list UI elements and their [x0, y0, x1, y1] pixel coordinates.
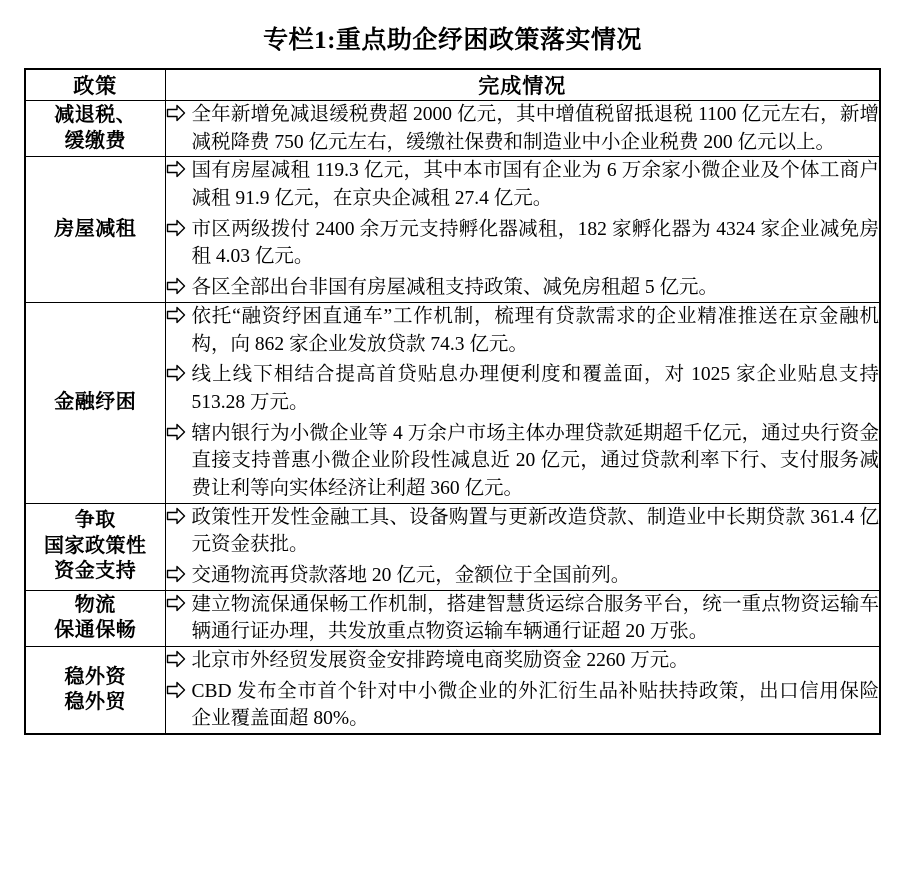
policy-name-line: 国家政策性: [44, 534, 147, 557]
list-item: [166, 562, 880, 590]
list-item: [166, 361, 880, 416]
status-cell: [165, 503, 880, 590]
policy-name-line: 资金支持: [54, 560, 137, 583]
policy-name-cell: [25, 302, 165, 503]
table-row: [25, 503, 880, 590]
policy-name-line: 稳外贸: [64, 691, 126, 714]
list-item-text: 全年新增免减退缓税费超 2000 亿元，其中增值税留抵退税 1100 亿元左右，新增减税降费 750 亿元左右，缓缴社保费和制造业中小企业税费 200 亿元以上。: [191, 104, 879, 153]
list-item: [166, 420, 880, 503]
list-item: [166, 678, 880, 733]
policy-name-line: 保通保畅: [54, 619, 137, 642]
arrow-right-icon: [166, 104, 186, 124]
status-item-list: [166, 591, 880, 646]
status-cell: [165, 647, 880, 735]
status-item-list: [166, 504, 880, 590]
list-item: [166, 591, 880, 646]
arrow-right-icon: [166, 306, 186, 326]
table-row: [25, 590, 880, 646]
arrow-right-icon: [166, 565, 186, 585]
column-header-status: 完成情况: [165, 69, 880, 101]
list-item-text: 依托“融资纾困直通车”工作机制，梳理有贷款需求的企业精准推送在京金融机构，向 862 家企业发放贷款 74.3 亿元。: [191, 305, 879, 355]
list-item-text: 各区全部出台非国有房屋减租支持政策、减免房租超 5 亿元。: [191, 277, 719, 299]
list-item-text: 建立物流保通保畅工作机制，搭建智慧货运综合服务平台，统一重点物资运输车辆通行证办理，共发放重点物资运输车辆通行证超 20 万张。: [191, 593, 879, 643]
policy-name-line: 房屋减租: [54, 217, 137, 240]
policy-name-line: 减退税、: [54, 104, 137, 127]
arrow-right-icon: [166, 277, 186, 297]
arrow-right-icon: [166, 507, 186, 527]
policy-name-cell: [25, 503, 165, 590]
list-item: [166, 647, 880, 675]
policy-table: [24, 68, 881, 735]
policy-name-line: 物流: [74, 593, 116, 616]
policy-name-cell: [25, 101, 165, 157]
policy-name-line: 争取: [74, 509, 116, 532]
status-item-list: [166, 101, 880, 156]
status-cell: [165, 101, 880, 157]
list-item: [166, 157, 880, 212]
arrow-right-icon: [166, 160, 186, 180]
policy-name-cell: [25, 157, 165, 302]
status-cell: [165, 590, 880, 646]
column-header-policy: 政策: [25, 69, 165, 101]
policy-name-line: 稳外资: [64, 665, 126, 688]
list-item: [166, 504, 880, 559]
policy-name-line: 缓缴费: [64, 129, 126, 152]
list-item: [166, 101, 880, 156]
policy-name-cell: [25, 590, 165, 646]
table-body: [25, 101, 880, 735]
list-item: [166, 303, 880, 358]
list-item: [166, 274, 880, 302]
list-item-text: 政策性开发性金融工具、设备购置与更新改造贷款、制造业中长期贷款 361.4 亿元资金获批。: [191, 506, 879, 556]
policy-name-cell: [25, 647, 165, 735]
list-item-text: 市区两级拨付 2400 余万元支持孵化器减租，182 家孵化器为 4324 家企业减免房租 4.03 亿元。: [191, 218, 879, 268]
table-row: [25, 302, 880, 503]
table-row: [25, 157, 880, 302]
arrow-right-icon: [166, 219, 186, 239]
list-item-text: 国有房屋减租 119.3 亿元，其中本市国有企业为 6 万余家小微企业及个体工商户减租 91.9 亿元，在京央企减租 27.4 亿元。: [191, 160, 879, 210]
status-item-list: [166, 647, 880, 733]
table-row: [25, 647, 880, 735]
list-item: [166, 216, 880, 271]
arrow-right-icon: [166, 650, 186, 670]
list-item-text: 北京市外经贸发展资金安排跨境电商奖励资金 2260 万元。: [191, 650, 689, 672]
list-item-text: 线上线下相结合提高首贷贴息办理便利度和覆盖面，对 1025 家企业贴息支持 513.28 万元。: [191, 364, 879, 413]
status-item-list: [166, 157, 880, 301]
arrow-right-icon: [166, 423, 186, 443]
list-item-text: 辖内银行为小微企业等 4 万余户市场主体办理贷款延期超千亿元，通过央行资金直接支持普惠小微企业阶段性减息近 20 亿元，通过贷款利率下行、支付服务减费让利等向实体经济让利超 360 亿元。: [191, 422, 879, 499]
table-row: [25, 101, 880, 157]
arrow-right-icon: [166, 364, 186, 384]
list-item-text: 交通物流再贷款落地 20 亿元，金额位于全国前列。: [191, 565, 631, 586]
page-title: 专栏1:重点助企纾困政策落实情况: [263, 27, 642, 54]
list-item-text: CBD 发布全市首个针对中小微企业的外汇衍生品补贴扶持政策，出口信用保险企业覆盖面超 80%。: [191, 680, 879, 730]
status-cell: [165, 302, 880, 503]
arrow-right-icon: [166, 681, 186, 701]
policy-name-line: 金融纾困: [54, 390, 137, 413]
status-item-list: [166, 303, 880, 503]
status-cell: [165, 157, 880, 302]
arrow-right-icon: [166, 594, 186, 614]
table-header-row: [25, 69, 880, 101]
